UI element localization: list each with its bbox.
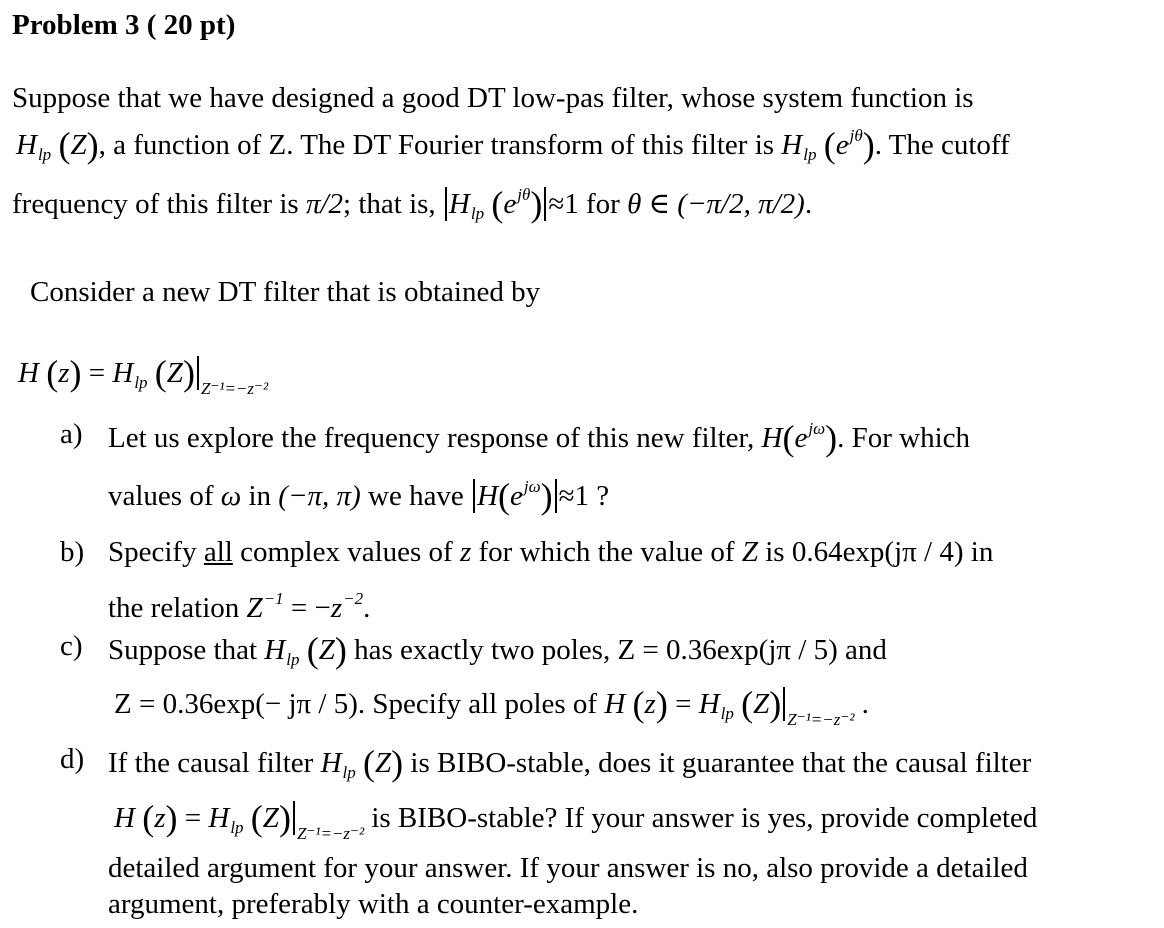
math-eval-sub: Z⁻¹=−z⁻²	[200, 379, 269, 398]
part-b-line-1	[108, 538, 993, 567]
math-lp: lp	[134, 373, 148, 392]
math-eval-sub: Z⁻¹=−z⁻²	[296, 824, 365, 843]
math-lp: lp	[470, 204, 485, 223]
intro-line-2-text-a: , a function of Z. The DT Fourier transform of this filter is	[98, 129, 782, 161]
math-z: z	[58, 357, 70, 389]
math-H: H	[781, 129, 803, 161]
part-a-line-2-text-c: we have	[360, 480, 472, 512]
math-Z: Z	[166, 357, 183, 389]
intro-line-3-text-a: frequency of this filter is	[12, 188, 306, 220]
part-b-line-1-text-c: for which the value of	[471, 536, 742, 568]
intro-line-3-text-b: ; that is,	[343, 188, 443, 220]
math-approx: ≈	[558, 480, 575, 512]
part-c-line-2: Z = 0.36exp(− jπ / 5). Specify all poles of H $(z) = H_{lp}$ (Z) $_{Z^{-1}=-z^{-2}}$ .	[114, 684, 869, 729]
part-a-line-2-text-b: in	[241, 480, 279, 512]
part-a-line-2-text-a: values of	[108, 480, 221, 512]
math-lp: lp	[803, 145, 817, 164]
math-ejomega: jω	[808, 419, 826, 438]
math-interval-omega: (−π, π)	[278, 480, 361, 512]
math-H: H	[112, 357, 134, 389]
math-Z: Z	[753, 688, 770, 720]
part-a-line-1-text-b: . For which	[837, 422, 971, 454]
math-Z: Z	[318, 634, 335, 666]
part-c-line-1: Suppose that $H_{lp}$ (Z) has exactly two poles, Z = 0.36exp(jπ / 5) and	[108, 630, 887, 670]
math-Z: Z	[70, 129, 87, 161]
intro-line-3-text-d: .	[804, 188, 813, 220]
math-z: z	[644, 688, 656, 720]
intro-line-2: $H_{lp}$ (Z), a function of Z. The DT Fourier transform of this filter is $H_{lp}$ $(e^{j\theta})$. The cutoff	[16, 125, 1010, 165]
part-d-label: d)	[60, 743, 85, 775]
math-pi-over-2: π/2	[305, 188, 344, 220]
part-b-line-1-text-b: complex values of	[232, 536, 460, 568]
intro-line-3: frequency of this filter is π/2; that is, $H_{lp}$ $(e^{j\theta}) \approx 1$ for θ ∈ (−π/2, π/2).	[12, 184, 813, 224]
part-b-line-1-text-a: Specify	[108, 536, 204, 568]
part-d-line-4: argument, preferably with a counter-example.	[108, 888, 639, 920]
math-H: H	[114, 802, 135, 834]
math-ejtheta: jθ	[517, 185, 531, 204]
part-b-line-2-text: the relation	[108, 592, 247, 624]
part-d-line-1: If the causal filter $H_{lp}$ (Z) is BIBO-stable, does it guarantee that the causal filter	[108, 743, 1032, 783]
part-d-line-2-text-b: is BIBO-stable? If your answer is yes, provide completed	[364, 802, 1038, 834]
math-Z: Z	[375, 747, 392, 779]
math-H: H	[264, 634, 286, 666]
math-in: ∈	[648, 188, 671, 220]
part-c-line-1-text-a: Suppose that	[108, 634, 265, 666]
math-lp: lp	[286, 650, 300, 669]
math-H: H	[320, 747, 342, 779]
part-c-line-2-text-a: . Specify all poles of	[357, 688, 605, 720]
part-a-line-2-text-d: 1 ?	[574, 480, 610, 512]
math-z: z	[459, 536, 472, 568]
part-c-line-1-text-b: has exactly two poles,	[346, 634, 618, 666]
intro-line-1: Suppose that we have designed a good DT low-pas filter, whose system function is	[12, 82, 974, 114]
part-c-label: c)	[60, 630, 83, 662]
intro-line-2-text-b: . The cutoff	[874, 129, 1010, 161]
part-b-line-1-text-d: is	[757, 536, 792, 568]
problem-title: Problem 3 ( 20 pt)	[12, 9, 236, 41]
intro-line-3-text-c: 1 for	[564, 188, 628, 220]
math-lp: lp	[720, 704, 734, 723]
math-lp: lp	[230, 818, 244, 837]
part-d-line-1-text-a: If the causal filter	[108, 747, 321, 779]
part-b-line-2: the relation $Z^{-1} = -z^{-2}$.	[108, 589, 371, 624]
math-interval-theta: (−π/2, π/2)	[677, 188, 805, 220]
math-approx: ≈	[548, 188, 565, 220]
math-H: H	[477, 480, 499, 512]
math-ejtheta: jθ	[849, 126, 863, 145]
math-H: H	[18, 357, 39, 389]
part-c-pole-1: Z = 0.36exp(jπ / 5)	[617, 634, 838, 666]
part-a-line-1: Let us explore the frequency response of this new filter, $H(e^{j\omega})$. For which	[108, 418, 971, 458]
math-H: H	[448, 188, 470, 220]
part-d-line-2: H $(z) = H_{lp}$ (Z) $_{Z^{-1}=-z^{-2}}$ is BIBO-stable? If your answer is yes, provide completed	[114, 798, 1038, 843]
part-b-label: b)	[60, 536, 85, 568]
consider-line: Consider a new DT filter that is obtained by	[30, 276, 541, 308]
math-Z: Z	[741, 536, 758, 568]
math-H: H	[604, 688, 626, 720]
part-d-line-3: detailed argument for your answer. If your answer is no, also provide a detailed	[108, 852, 1028, 884]
part-a-line-1-text-a: Let us explore the frequency response of this new filter,	[108, 422, 762, 454]
part-b-value: 0.64exp(jπ / 4)	[791, 536, 964, 568]
math-lp: lp	[342, 763, 356, 782]
math-H: H	[698, 688, 720, 720]
part-c-pole-2: Z = 0.36exp(− jπ / 5)	[114, 688, 358, 720]
math-ejomega: jω	[523, 477, 541, 496]
math-lp: lp	[37, 145, 52, 164]
definition-line: H $(z) = H_{lp}$ (Z) $_{Z^{-1}=-z^{-2}}$	[18, 353, 269, 398]
part-b-line-1-text-e: in	[963, 536, 994, 568]
part-d-line-1-text-b: is BIBO-stable, does it guarantee that the causal filter	[403, 747, 1032, 779]
math-H: H	[16, 129, 37, 161]
part-a-label: a)	[60, 418, 83, 450]
math-z: z	[154, 802, 166, 834]
part-b-all-underlined: all	[203, 536, 233, 568]
math-H: H	[761, 422, 783, 454]
part-a-line-2: values of ω in (−π, π) we have $H(e^{j\omega}) \approx 1$ ?	[108, 476, 610, 516]
math-eval-sub: Z⁻¹=−z⁻²	[787, 710, 855, 729]
math-Z: Z	[262, 802, 279, 834]
math-H: H	[208, 802, 230, 834]
part-c-line-1-text-c: and	[837, 634, 887, 666]
